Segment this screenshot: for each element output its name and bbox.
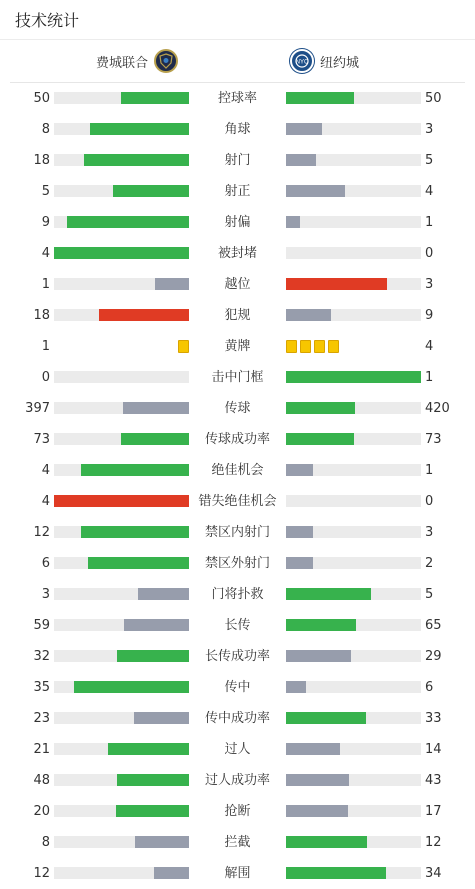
- home-bar-fill: [54, 495, 189, 507]
- home-bar-fill: [99, 309, 189, 321]
- section-title: 技术统计: [15, 11, 80, 30]
- home-value: 397: [25, 401, 50, 416]
- away-bar-fill: [286, 309, 331, 321]
- home-bar-fill: [81, 464, 189, 476]
- home-value: 1: [41, 339, 50, 354]
- stat-label: 射偏: [224, 215, 251, 230]
- away-value: 0: [425, 494, 434, 509]
- stat-row: [0, 331, 475, 362]
- away-bar-track: [286, 247, 421, 259]
- away-value: 4: [425, 339, 434, 354]
- stat-row: [0, 827, 475, 858]
- away-value: 1: [425, 463, 434, 478]
- home-value: 35: [33, 680, 50, 695]
- away-bar-fill: [286, 123, 322, 135]
- away-bar-track: [286, 588, 421, 600]
- stats-list: [0, 83, 475, 889]
- stat-label: 禁区内射门: [204, 525, 270, 540]
- home-value: 32: [33, 649, 50, 664]
- yellow-card-icon: [314, 340, 325, 353]
- away-bar-track: [286, 278, 421, 290]
- home-value: 59: [33, 618, 50, 633]
- stat-row: [0, 83, 475, 114]
- away-bar-track: [286, 216, 421, 228]
- away-bar-fill: [286, 867, 386, 879]
- home-bar-track: [54, 154, 189, 166]
- stat-label: 长传: [224, 618, 251, 633]
- stat-label: 传球成功率: [204, 432, 270, 447]
- home-bar-track: [54, 278, 189, 290]
- stat-row: [0, 238, 475, 269]
- home-bar-track: [54, 712, 189, 724]
- away-bar-track: [286, 619, 421, 631]
- home-bar-fill: [121, 433, 189, 445]
- home-value: 50: [33, 91, 50, 106]
- stat-row: [0, 145, 475, 176]
- away-value: 17: [425, 804, 442, 819]
- home-bar-fill: [90, 123, 189, 135]
- home-team-logo-icon: [154, 49, 178, 73]
- away-value: 73: [425, 432, 442, 447]
- home-value: 6: [41, 556, 50, 571]
- away-bar-fill: [286, 185, 345, 197]
- home-value: 12: [33, 866, 50, 881]
- home-value: 8: [41, 122, 50, 137]
- away-value: 1: [425, 215, 434, 230]
- stat-label: 错失绝佳机会: [198, 494, 277, 509]
- away-value: 5: [425, 587, 434, 602]
- stat-row: [0, 269, 475, 300]
- away-bar-fill: [286, 92, 354, 104]
- stat-row: [0, 362, 475, 393]
- stat-row: [0, 486, 475, 517]
- stat-row: [0, 703, 475, 734]
- home-bar-fill: [155, 278, 189, 290]
- away-bar-track: [286, 774, 421, 786]
- section-header: [0, 0, 475, 40]
- stat-label: 过人: [224, 742, 251, 757]
- away-bar-fill: [286, 650, 351, 662]
- away-bar-fill: [286, 681, 306, 693]
- away-bar-fill: [286, 619, 356, 631]
- away-bar-track: [286, 123, 421, 135]
- home-bar-fill: [135, 836, 189, 848]
- home-value: 0: [41, 370, 50, 385]
- away-value: 14: [425, 742, 442, 757]
- home-value: 4: [41, 463, 50, 478]
- home-value: 4: [41, 246, 50, 261]
- stat-row: [0, 796, 475, 827]
- stat-label: 越位: [224, 277, 251, 292]
- away-bar-track: [286, 650, 421, 662]
- away-bar-fill: [286, 433, 354, 445]
- away-bar-track: [286, 371, 421, 383]
- stat-label: 绝佳机会: [211, 463, 264, 478]
- home-bar-fill: [54, 247, 189, 259]
- home-value: 73: [33, 432, 50, 447]
- home-value: 18: [33, 308, 50, 323]
- stat-label: 射正: [224, 184, 251, 199]
- away-bar-fill: [286, 836, 367, 848]
- home-bar-track: [54, 650, 189, 662]
- home-value: 12: [33, 525, 50, 540]
- home-bar-fill: [134, 712, 189, 724]
- home-bar-fill: [121, 92, 189, 104]
- home-bar-track: [54, 836, 189, 848]
- home-value: 23: [33, 711, 50, 726]
- away-bar-track: [286, 433, 421, 445]
- home-bar-track: [54, 557, 189, 569]
- home-bar-track: [54, 216, 189, 228]
- home-bar-fill: [123, 402, 189, 414]
- home-value: 21: [33, 742, 50, 757]
- home-bar-fill: [81, 526, 189, 538]
- away-bar-track: [286, 402, 421, 414]
- home-bar-fill: [84, 154, 189, 166]
- home-bar-track: [54, 402, 189, 414]
- home-bar-track: [54, 464, 189, 476]
- away-bar-fill: [286, 743, 340, 755]
- away-bar-track: [286, 185, 421, 197]
- away-bar-track: [286, 712, 421, 724]
- home-bar-track: [54, 774, 189, 786]
- stat-row: [0, 548, 475, 579]
- away-value: 43: [425, 773, 442, 788]
- home-bar-fill: [74, 681, 189, 693]
- stat-label: 击中门框: [211, 370, 264, 385]
- away-bar-fill: [286, 216, 300, 228]
- stat-row: [0, 393, 475, 424]
- home-value: 9: [41, 215, 50, 230]
- away-bar-track: [286, 743, 421, 755]
- home-value: 20: [33, 804, 50, 819]
- stat-row: [0, 424, 475, 455]
- home-bar-track: [54, 495, 189, 507]
- home-bar-track: [54, 867, 189, 879]
- stat-row: [0, 207, 475, 238]
- stat-row: [0, 176, 475, 207]
- away-bar-fill: [286, 557, 313, 569]
- away-team-name: 纽约城: [320, 55, 360, 71]
- away-yellow-cards: [286, 340, 339, 352]
- teams-row: [10, 40, 465, 83]
- home-yellow-cards: [178, 340, 189, 352]
- away-bar-fill: [286, 464, 313, 476]
- stat-label: 黄牌: [224, 339, 251, 354]
- home-value: 3: [41, 587, 50, 602]
- stat-label: 抢断: [224, 804, 251, 819]
- home-value: 4: [41, 494, 50, 509]
- home-value: 5: [41, 184, 50, 199]
- home-bar-fill: [116, 805, 189, 817]
- home-bar-fill: [154, 867, 189, 879]
- home-bar-track: [54, 92, 189, 104]
- away-bar-track: [286, 805, 421, 817]
- home-value: 18: [33, 153, 50, 168]
- yellow-card-icon: [300, 340, 311, 353]
- away-bar-track: [286, 495, 421, 507]
- away-team[interactable]: [290, 49, 359, 73]
- home-bar-fill: [113, 185, 189, 197]
- away-value: 1: [425, 370, 434, 385]
- yellow-card-icon: [328, 340, 339, 353]
- away-bar-fill: [286, 588, 371, 600]
- away-value: 2: [425, 556, 434, 571]
- away-bar-fill: [286, 805, 348, 817]
- stat-row: [0, 610, 475, 641]
- home-value: 1: [41, 277, 50, 292]
- home-bar-track: [54, 433, 189, 445]
- stat-row: [0, 517, 475, 548]
- away-bar-fill: [286, 371, 421, 383]
- away-bar-fill: [286, 154, 316, 166]
- away-value: 9: [425, 308, 434, 323]
- stat-label: 传中成功率: [204, 711, 270, 726]
- home-bar-track: [54, 185, 189, 197]
- stat-row: [0, 579, 475, 610]
- home-bar-track: [54, 371, 189, 383]
- away-bar-track: [286, 92, 421, 104]
- yellow-card-icon: [178, 340, 189, 353]
- away-team-logo-icon: [290, 49, 314, 73]
- home-bar-track: [54, 247, 189, 259]
- home-bar-fill: [88, 557, 189, 569]
- stat-label: 拦截: [224, 835, 251, 850]
- away-value: 5: [425, 153, 434, 168]
- away-bar-fill: [286, 278, 387, 290]
- stat-label: 犯规: [224, 308, 251, 323]
- away-bar-fill: [286, 712, 366, 724]
- svg-text:NYC: NYC: [295, 59, 309, 66]
- away-bar-track: [286, 836, 421, 848]
- away-value: 0: [425, 246, 434, 261]
- home-bar-track: [54, 743, 189, 755]
- home-value: 48: [33, 773, 50, 788]
- away-bar-fill: [286, 402, 355, 414]
- away-value: 65: [425, 618, 442, 633]
- away-value: 3: [425, 525, 434, 540]
- stat-label: 过人成功率: [204, 773, 270, 788]
- away-value: 4: [425, 184, 434, 199]
- away-value: 33: [425, 711, 442, 726]
- home-bar-fill: [117, 774, 189, 786]
- home-bar-track: [54, 588, 189, 600]
- stat-label: 传中: [224, 680, 251, 695]
- stat-label: 长传成功率: [204, 649, 270, 664]
- stat-label: 被封堵: [217, 246, 257, 261]
- home-bar-track: [54, 619, 189, 631]
- stat-row: [0, 734, 475, 765]
- stat-label: 禁区外射门: [204, 556, 270, 571]
- stat-label: 射门: [224, 153, 251, 168]
- stat-label: 角球: [224, 122, 251, 137]
- away-bar-fill: [286, 526, 313, 538]
- stat-label: 传球: [224, 401, 251, 416]
- away-bar-track: [286, 557, 421, 569]
- stat-row: [0, 300, 475, 331]
- stat-row: [0, 114, 475, 145]
- away-value: 6: [425, 680, 434, 695]
- away-bar-track: [286, 867, 421, 879]
- away-value: 29: [425, 649, 442, 664]
- stat-row: [0, 641, 475, 672]
- home-bar-track: [54, 123, 189, 135]
- home-bar-track: [54, 309, 189, 321]
- home-bar-fill: [108, 743, 189, 755]
- yellow-card-icon: [286, 340, 297, 353]
- away-bar-track: [286, 464, 421, 476]
- home-team[interactable]: [96, 49, 178, 73]
- home-team-name: 费城联合: [95, 55, 148, 71]
- home-value: 8: [41, 835, 50, 850]
- away-bar-track: [286, 154, 421, 166]
- stat-label: 门将扑救: [211, 587, 264, 602]
- stat-row: [0, 765, 475, 796]
- away-bar-track: [286, 526, 421, 538]
- away-bar-fill: [286, 774, 349, 786]
- home-bar-fill: [124, 619, 189, 631]
- away-value: 34: [425, 866, 442, 881]
- away-bar-track: [286, 681, 421, 693]
- stat-row: [0, 858, 475, 889]
- home-bar-fill: [138, 588, 189, 600]
- away-value: 3: [425, 122, 434, 137]
- away-value: 3: [425, 277, 434, 292]
- stat-row: [0, 455, 475, 486]
- away-value: 50: [425, 91, 442, 106]
- home-bar-track: [54, 526, 189, 538]
- away-bar-track: [286, 309, 421, 321]
- stat-row: [0, 672, 475, 703]
- away-value: 12: [425, 835, 442, 850]
- home-bar-fill: [67, 216, 189, 228]
- stat-label: 解围: [224, 866, 251, 881]
- home-bar-track: [54, 681, 189, 693]
- stat-label: 控球率: [217, 91, 257, 106]
- home-bar-track: [54, 805, 189, 817]
- home-bar-fill: [117, 650, 189, 662]
- away-value: 420: [425, 401, 450, 416]
